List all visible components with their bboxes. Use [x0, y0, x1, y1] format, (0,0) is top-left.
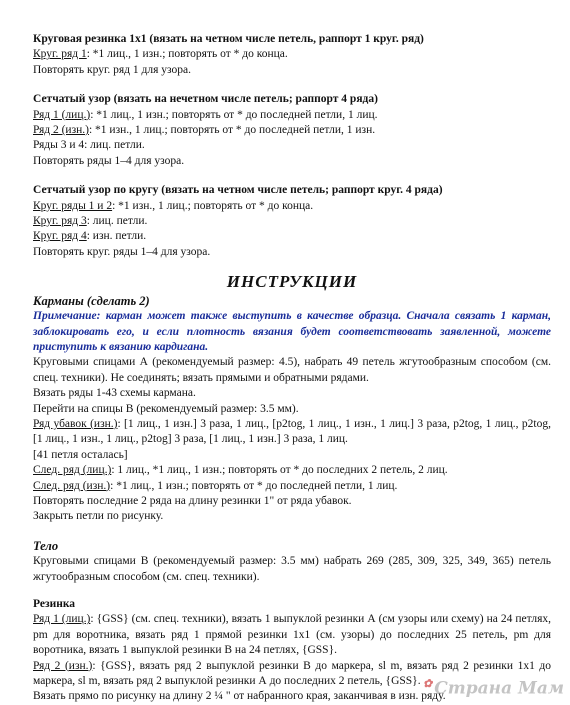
section-ribbing-1x1	[33, 32, 551, 78]
row-label: Круг. ряд 4	[33, 230, 87, 243]
pattern-line: Ряды 3 и 4: лиц. петли.	[33, 139, 145, 152]
watermark-text: Страна Мам	[434, 678, 564, 699]
row-text: : *1 изн., 1 лиц.; повторять от * до конца.	[112, 199, 314, 212]
section-body	[33, 539, 551, 585]
row-label: Круг. ряд 3	[33, 215, 87, 228]
paragraph: Вязать ряды 1-43 схемы кармана.	[33, 387, 196, 400]
subsection-title: Резинка	[33, 598, 76, 610]
pattern-line	[33, 199, 551, 214]
pattern-line: Повторять ряды 1–4 для узора.	[33, 154, 185, 167]
row-text: : {GSS}, вязать ряд 2 выпуклой резинки В до маркера, sl m, вязать ряд 2 резинки 1x1 до маркера, sl m, вязать ряд 2 выпуклой резинки А до последних 2 петель, {GSS}.	[33, 659, 551, 688]
row-text: : 1 лиц., *1 лиц., 1 изн.; повторять от * до последних 2 петель, 2 лиц.	[111, 464, 448, 477]
row-label: Ряд 1 (лиц.)	[33, 613, 91, 626]
section-mesh-round	[33, 183, 551, 260]
paragraph: Повторять последние 2 ряда на длину резинки 1" от ряда убавок.	[33, 494, 352, 507]
row-text: : *1 лиц., 1 изн.; повторять от * до последней петли, 1 лиц.	[90, 108, 378, 121]
stitch-count: [41 петля осталась]	[33, 448, 128, 461]
subsection-title: Карманы (сделать 2)	[33, 293, 150, 308]
paragraph: Круговыми спицами В (рекомендуемый размер: 3.5 мм) набрать 269 (285, 309, 325, 349, 365) петель жгутообразным способом (см. спец. техники).	[33, 555, 551, 583]
row-text: : *1 лиц., 1 изн.; повторять от * до последней петли, 1 лиц.	[110, 479, 398, 492]
section-heading: Сетчатый узор (вязать на нечетном числе петель; раппорт 4 ряда)	[33, 93, 378, 106]
section-heading: Сетчатый узор по кругу (вязать на четном числе петель; раппорт круг. 4 ряда)	[33, 184, 443, 197]
pattern-line	[33, 417, 551, 448]
pattern-line	[33, 123, 551, 138]
pattern-line	[33, 229, 551, 244]
row-text: : *1 лиц., 1 изн.; повторять от * до конца.	[86, 48, 288, 61]
instructions-title: ИНСТРУКЦИИ	[226, 272, 358, 292]
row-label: Круг. ряд 1	[33, 48, 87, 61]
subsection-title: Тело	[33, 538, 59, 553]
row-text: : *1 изн., 1 лиц.; повторять от * до последней петли, 1 изн.	[88, 124, 376, 137]
pattern-line	[33, 612, 551, 658]
note-text: Примечание: карман может также выступить в качестве образца. Сначала связать 1 карман, заблокировать его, и если плотность вязания будет соответствовать заявленной, можете приступить к вязанию кардигана.	[33, 310, 551, 353]
pattern-line: Повторять круг. ряды 1–4 для узора.	[33, 245, 211, 258]
row-label: Ряд убавок (изн.)	[33, 417, 118, 430]
section-mesh-pattern	[33, 92, 551, 169]
pattern-line	[33, 108, 551, 123]
section-pockets	[33, 294, 551, 525]
row-text: : изн. петли.	[86, 230, 147, 243]
pattern-line: Повторять круг. ряд 1 для узора.	[33, 63, 191, 76]
pattern-line	[33, 479, 551, 494]
row-label: Ряд 2 (изн.)	[33, 124, 89, 137]
row-text: : лиц. петли.	[86, 215, 148, 228]
paragraph: Перейти на спицы В (рекомендуемый размер: 3.5 мм).	[33, 402, 299, 415]
row-label: Ряд 2 (изн.)	[33, 659, 93, 672]
paragraph: Вязать прямо по рисунку на длину 2 ¼ " от набранного края, заканчивая в изн. ряду.	[33, 690, 446, 703]
document-page	[33, 32, 551, 705]
flower-icon: ✿	[423, 676, 433, 690]
paragraph: Закрыть петли по рисунку.	[33, 510, 164, 523]
section-heading: Круговая резинка 1x1 (вязать на четном числе петель, раппорт 1 круг. ряд)	[33, 33, 424, 45]
watermark-logo	[423, 676, 564, 697]
row-label: Круг. ряды 1 и 2	[33, 199, 113, 212]
pattern-line	[33, 463, 551, 478]
row-label: След. ряд (изн.)	[33, 479, 111, 492]
row-label: След. ряд (лиц.)	[33, 464, 112, 477]
pattern-line	[33, 214, 551, 229]
row-text: : {GSS} (см. спец. техники), вязать 1 выпуклой резинки А (см узоры или схему) на 24 петлях, pm для воротника, вязать ряд 1 прямой резинки 1x1 (см. узоры) до последних 25 петель, pm для воротника, вязать 1 выпуклой резинки В на 24 петлях, {GSS}.	[33, 613, 551, 657]
pattern-line	[33, 47, 551, 62]
row-text: : [1 лиц., 1 изн.] 3 раза, 1 лиц., [p2tog, 1 лиц., 1 изн., 1 лиц.] 3 раза, p2tog, 1 лиц., p2tog, [1 лиц., 1 изн., 1 лиц., p2tog] 3 раза, [1 лиц., 1 изн.] 3 раза, 1 лиц.	[33, 417, 551, 446]
paragraph: Круговыми спицами А (рекомендуемый размер: 4.5), набрать 49 петель жгутообразным способом (см. спец. техники). Не соединять; вязать прямыми и обратными рядами.	[33, 356, 551, 384]
row-label: Ряд 1 (лиц.)	[33, 108, 91, 121]
